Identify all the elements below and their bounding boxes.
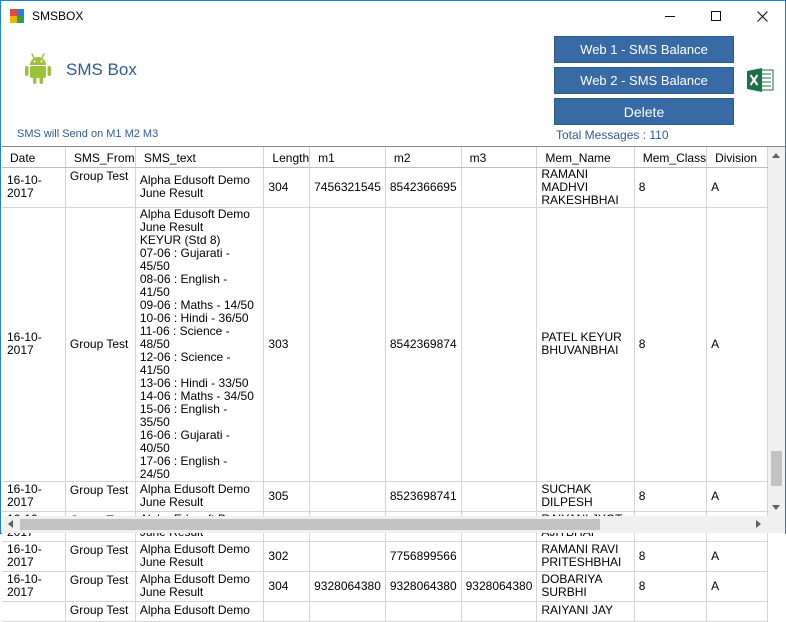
scroll-up-icon[interactable] xyxy=(772,153,780,158)
column-header[interactable]: Mem_Name xyxy=(537,147,634,167)
cell-division[interactable] xyxy=(707,601,768,621)
cell-length[interactable]: 304 xyxy=(264,167,310,207)
vertical-scrollbar[interactable] xyxy=(768,147,785,516)
cell-sms-text[interactable]: Alpha Edusoft Demo June Result xyxy=(135,541,264,571)
column-header[interactable]: Length xyxy=(264,147,310,167)
cell-m2[interactable]: 8523698741 xyxy=(385,481,461,511)
cell-m1[interactable] xyxy=(310,481,386,511)
scroll-right-icon[interactable] xyxy=(756,520,761,528)
cell-m3[interactable] xyxy=(461,601,537,621)
cell-m2[interactable]: 8542369874 xyxy=(385,207,461,481)
cell-sms-from[interactable]: Group Test xyxy=(65,207,135,481)
column-header[interactable]: SMS_text xyxy=(135,147,264,167)
table-row[interactable] xyxy=(2,601,768,621)
minimize-button[interactable] xyxy=(647,1,693,31)
cell-date[interactable]: 16-10-2017 xyxy=(2,481,65,511)
horizontal-scroll-thumb[interactable] xyxy=(20,519,600,530)
cell-m3[interactable] xyxy=(461,207,537,481)
column-header[interactable]: Mem_Class xyxy=(634,147,706,167)
cell-date[interactable]: 16-10-2017 xyxy=(2,167,65,207)
excel-icon[interactable] xyxy=(746,67,774,93)
table-row[interactable] xyxy=(2,481,768,511)
cell-mem-name[interactable]: RAMANI RAVI PRITESHBHAI xyxy=(537,541,634,571)
cell-sms-text[interactable]: Alpha Edusoft Demo xyxy=(135,601,264,621)
window-title: SMSBOX xyxy=(32,9,84,23)
cell-sms-text[interactable]: Alpha Edusoft Demo June Result KEYUR (Std 8) 07-06 : Gujarati - 45/50 08-06 : English - 41/50 09-06 : Maths - 14/50 10-06 : Hindi - 36/50 11-06 : Science - 48/50 12-06 : Science - 41/50 13-06 : Hindi - 33/50 14-06 : Maths - 34/50 15-06 : English - 35/50 16-06 : Gujarati - 40/50 17-06 : English - 24/50 xyxy=(135,207,264,481)
cell-sms-text[interactable]: Alpha Edusoft Demo June Result xyxy=(135,167,264,207)
cell-m3[interactable] xyxy=(461,167,537,207)
cell-date[interactable]: 16-10-2017 xyxy=(2,207,65,481)
cell-date[interactable]: 16-10-2017 xyxy=(2,541,65,571)
cell-sms-from[interactable]: Group Test xyxy=(65,167,135,207)
table-row[interactable] xyxy=(2,541,768,571)
cell-mem-class[interactable] xyxy=(634,601,706,621)
column-header[interactable]: Division xyxy=(707,147,768,167)
cell-length[interactable]: 302 xyxy=(264,541,310,571)
cell-m3[interactable] xyxy=(461,541,537,571)
close-icon xyxy=(757,11,768,22)
messages-grid[interactable] xyxy=(2,146,785,617)
cell-m1[interactable] xyxy=(310,541,386,571)
maximize-icon xyxy=(711,11,721,21)
cell-mem-class[interactable]: 8 xyxy=(634,481,706,511)
cell-mem-class[interactable]: 8 xyxy=(634,207,706,481)
cell-mem-name[interactable]: SUCHAK DILPESH xyxy=(537,481,634,511)
cell-length[interactable] xyxy=(264,601,310,621)
cell-m2[interactable]: 9328064380 xyxy=(385,571,461,601)
cell-m2[interactable]: 7756899566 xyxy=(385,541,461,571)
cell-mem-name[interactable]: PATEL KEYUR BHUVANBHAI xyxy=(537,207,634,481)
cell-mem-class[interactable]: 8 xyxy=(634,167,706,207)
close-button[interactable] xyxy=(739,1,785,31)
cell-m2[interactable]: 8542366695 xyxy=(385,167,461,207)
cell-sms-from[interactable]: Group Test xyxy=(65,541,135,571)
table-row[interactable] xyxy=(2,167,768,207)
cell-division[interactable]: A xyxy=(707,541,768,571)
cell-length[interactable]: 304 xyxy=(264,571,310,601)
scroll-down-icon[interactable] xyxy=(772,505,780,510)
cell-mem-name[interactable]: RAIYANI JAY xyxy=(537,601,634,621)
column-header[interactable]: m1 xyxy=(310,147,386,167)
cell-division[interactable]: A xyxy=(707,207,768,481)
horizontal-scrollbar[interactable] xyxy=(2,516,768,533)
minimize-icon xyxy=(665,16,675,17)
column-header[interactable]: m2 xyxy=(385,147,461,167)
brand-title: SMS Box xyxy=(66,60,137,79)
cell-division[interactable]: A xyxy=(707,481,768,511)
cell-sms-from[interactable]: Group Test xyxy=(65,481,135,511)
maximize-button[interactable] xyxy=(693,1,739,31)
table-row[interactable] xyxy=(2,207,768,481)
cell-division[interactable]: A xyxy=(707,167,768,207)
cell-date[interactable]: 16-10-2017 xyxy=(2,571,65,601)
android-icon xyxy=(23,51,53,85)
table-header-row xyxy=(2,147,768,167)
title-bar[interactable] xyxy=(1,1,785,31)
cell-sms-text[interactable]: Alpha Edusoft Demo June Result xyxy=(135,571,264,601)
cell-length[interactable]: 303 xyxy=(264,207,310,481)
total-messages-label: Total Messages : 110 xyxy=(556,128,669,142)
cell-m1[interactable]: 9328064380 xyxy=(310,571,386,601)
cell-date[interactable] xyxy=(2,601,65,621)
cell-m3[interactable]: 9328064380 xyxy=(461,571,537,601)
cell-mem-class[interactable]: 8 xyxy=(634,571,706,601)
cell-sms-text[interactable]: Alpha Edusoft Demo June Result xyxy=(135,481,264,511)
cell-m2[interactable] xyxy=(385,601,461,621)
scroll-left-icon[interactable] xyxy=(8,520,13,528)
delete-button[interactable]: Delete xyxy=(554,98,734,125)
cell-m1[interactable] xyxy=(310,207,386,481)
cell-m1[interactable] xyxy=(310,601,386,621)
messages-table xyxy=(2,147,768,622)
cell-sms-from[interactable]: Group Test xyxy=(65,601,135,621)
cell-mem-name[interactable]: RAMANI MADHVI RAKESHBHAI xyxy=(537,167,634,207)
vertical-scroll-thumb[interactable] xyxy=(771,451,782,486)
cell-m1[interactable]: 7456321545 xyxy=(310,167,386,207)
column-header[interactable]: SMS_From xyxy=(65,147,135,167)
app-icon xyxy=(10,9,24,23)
web1-sms-balance-button[interactable]: Web 1 - SMS Balance xyxy=(554,36,734,63)
column-header[interactable]: m3 xyxy=(461,147,537,167)
cell-mem-class[interactable]: 8 xyxy=(634,541,706,571)
cell-mem-name[interactable]: DOBARIYA SURBHI xyxy=(537,571,634,601)
cell-m3[interactable] xyxy=(461,481,537,511)
web2-sms-balance-button[interactable]: Web 2 - SMS Balance xyxy=(554,67,734,94)
table-row[interactable] xyxy=(2,571,768,601)
scrollbar-corner xyxy=(768,516,785,533)
cell-sms-from[interactable]: Group Test xyxy=(65,571,135,601)
cell-length[interactable]: 305 xyxy=(264,481,310,511)
cell-division[interactable]: A xyxy=(707,571,768,601)
column-header[interactable]: Date xyxy=(2,147,65,167)
send-info-label: SMS will Send on M1 M2 M3 xyxy=(17,128,159,140)
